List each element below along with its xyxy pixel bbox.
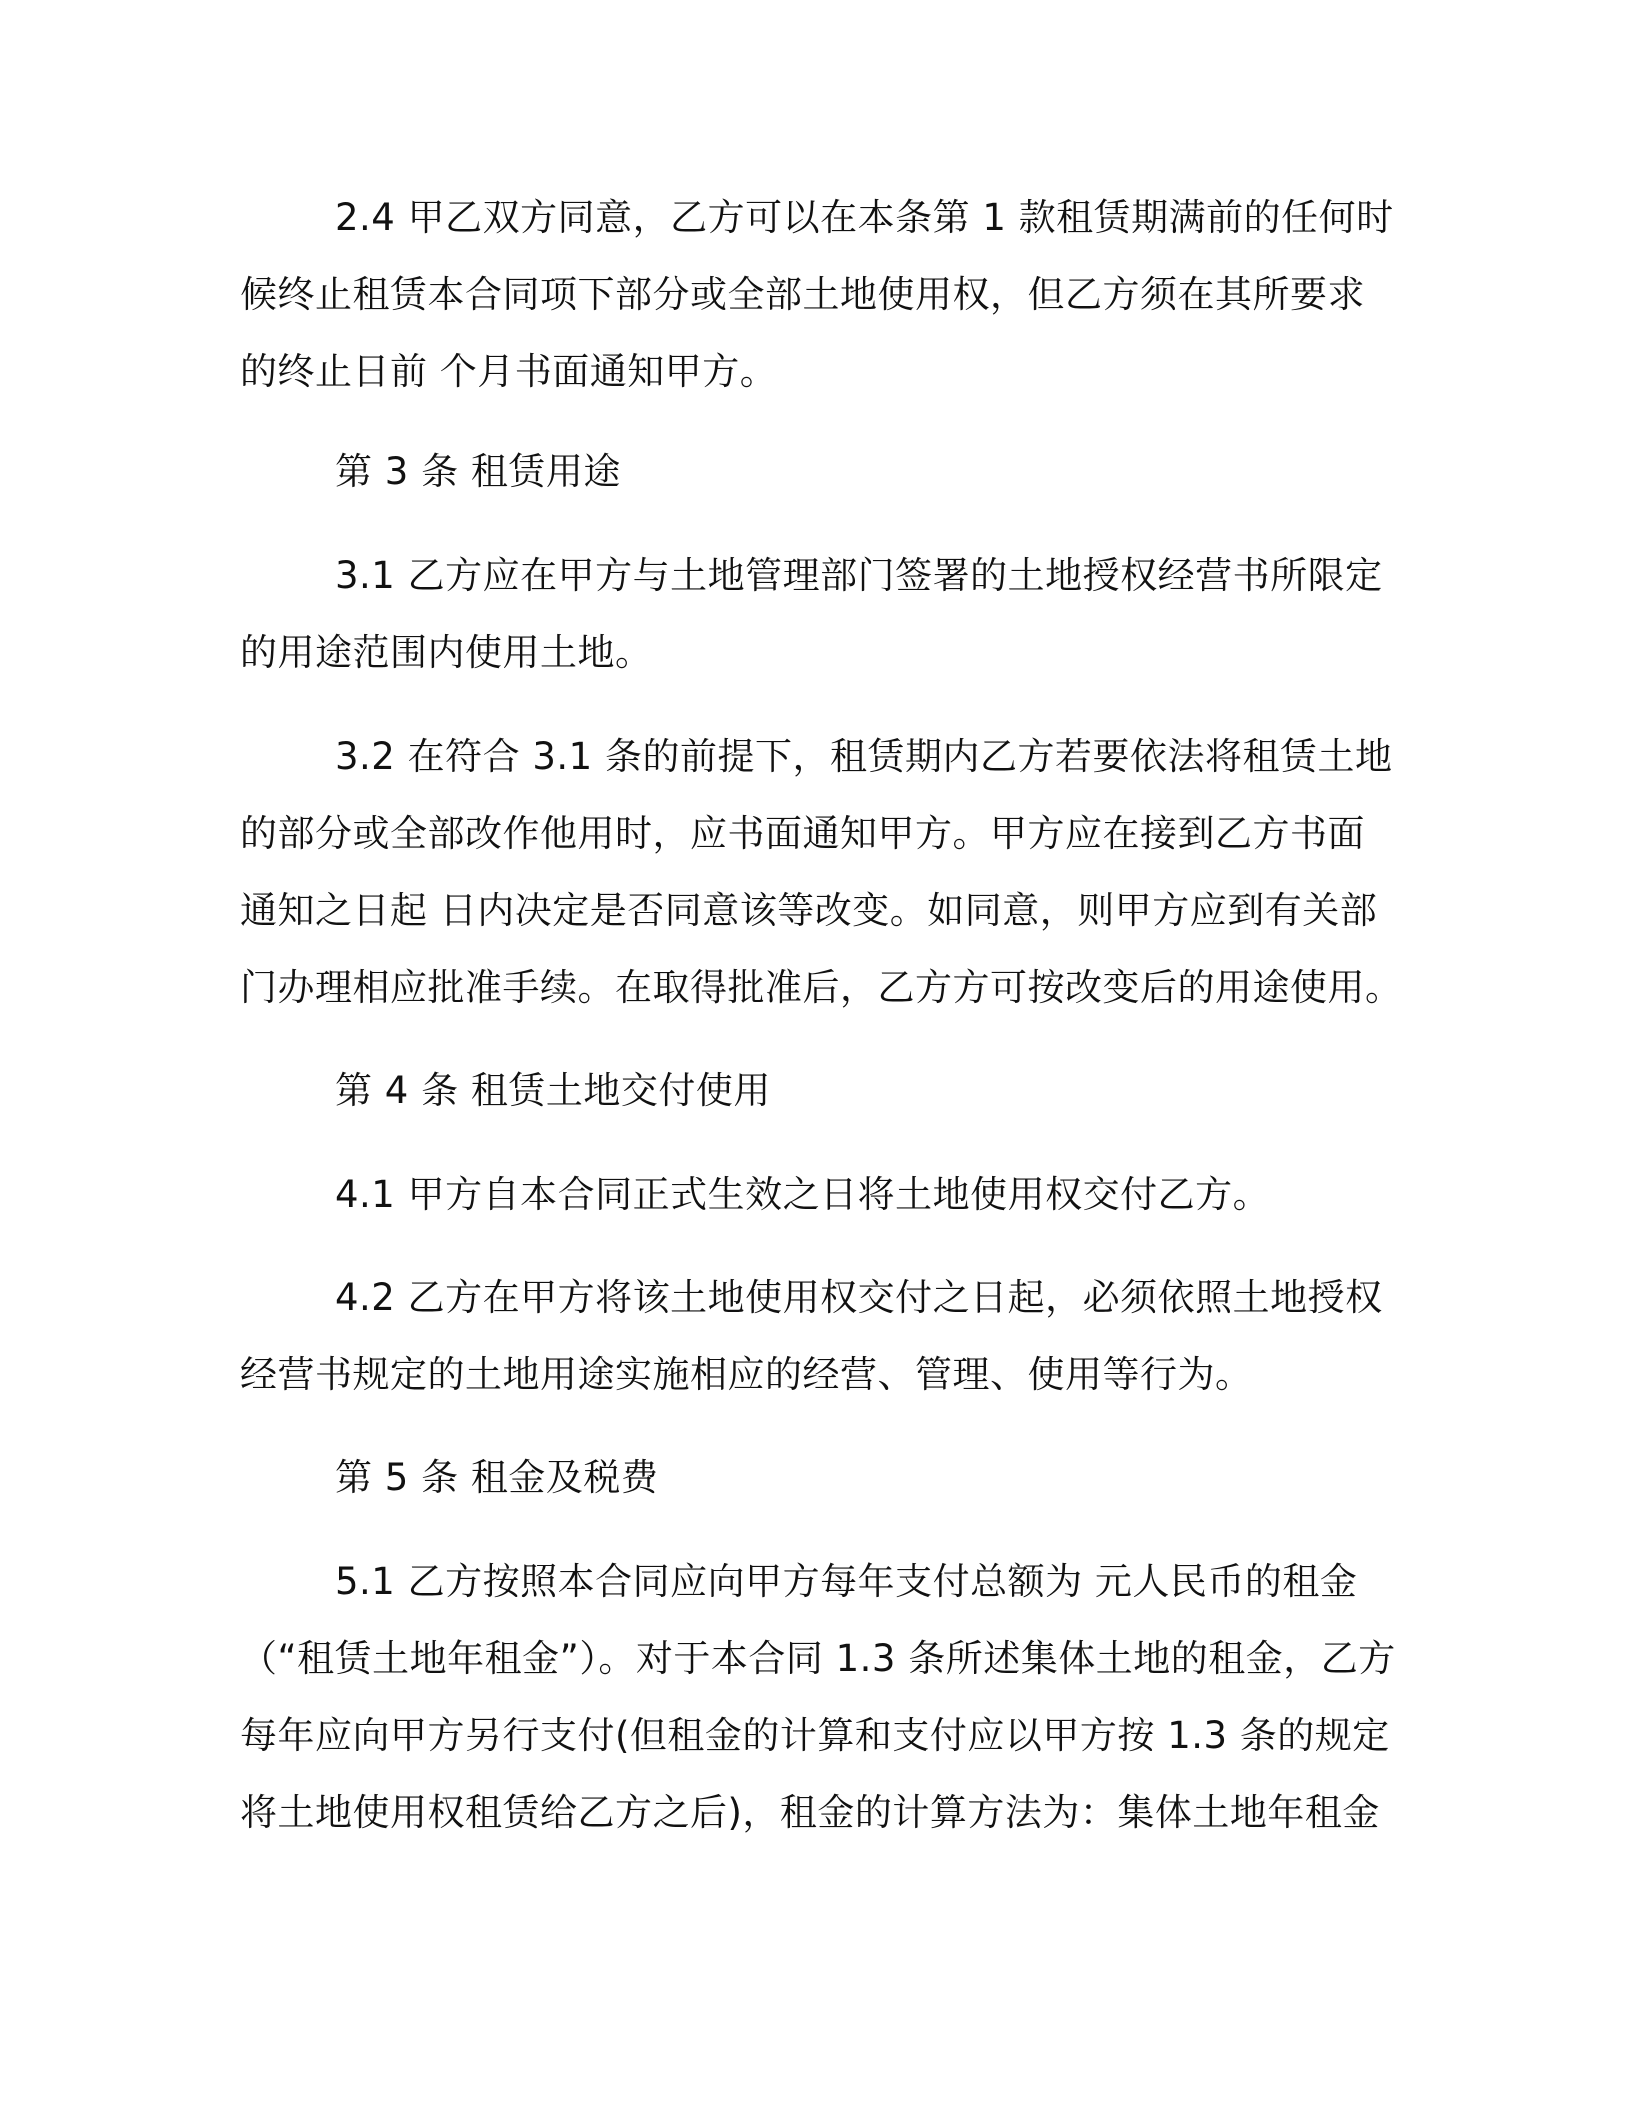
clause-3-1-line-1: 3.1 乙方应在甲方与土地管理部门签署的土地授权经营书所限定 (335, 554, 1383, 597)
article-4-heading: 第 4 条 租赁土地交付使用 (335, 1069, 771, 1112)
clause-5-1-line-3: 每年应向甲方另行支付(但租金的计算和支付应以甲方按 1.3 条的规定 (240, 1714, 1390, 1757)
clause-5-1-line-4: 将土地使用权租赁给乙方之后)，租金的计算方法为：集体土地年租金 (240, 1791, 1380, 1834)
article-3-heading: 第 3 条 租赁用途 (335, 450, 621, 493)
clause-2-4-line-2: 候终止租赁本合同项下部分或全部土地使用权，但乙方须在其所要求 (240, 273, 1365, 316)
article-5-heading: 第 5 条 租金及税费 (335, 1456, 659, 1499)
clause-2-4-line-1: 2.4 甲乙双方同意，乙方可以在本条第 1 款租赁期满前的任何时 (335, 196, 1394, 239)
clause-3-2-line-1: 3.2 在符合 3.1 条的前提下，租赁期内乙方若要依法将租赁土地 (335, 735, 1393, 778)
clause-2-4-line-3: 的终止日前 个月书面通知甲方。 (240, 350, 778, 393)
clause-4-2-line-1: 4.2 乙方在甲方将该土地使用权交付之日起，必须依照土地授权 (335, 1276, 1383, 1319)
clause-4-2-line-2: 经营书规定的土地用途实施相应的经营、管理、使用等行为。 (240, 1353, 1253, 1396)
clause-4-1-line-1: 4.1 甲方自本合同正式生效之日将土地使用权交付乙方。 (335, 1173, 1271, 1216)
clause-3-2-line-4: 门办理相应批准手续。在取得批准后，乙方方可按改变后的用途使用。 (240, 966, 1403, 1009)
clause-3-2-line-2: 的部分或全部改作他用时，应书面通知甲方。甲方应在接到乙方书面 (240, 812, 1365, 855)
clause-5-1-line-2: （“租赁土地年租金”）。对于本合同 1.3 条所述集体土地的租金，乙方 (240, 1637, 1396, 1680)
clause-5-1-line-1: 5.1 乙方按照本合同应向甲方每年支付总额为 元人民币的租金 (335, 1560, 1358, 1603)
clause-3-2-line-3: 通知之日起 日内决定是否同意该等改变。如同意，则甲方应到有关部 (240, 889, 1378, 932)
clause-3-1-line-2: 的用途范围内使用土地。 (240, 631, 653, 674)
